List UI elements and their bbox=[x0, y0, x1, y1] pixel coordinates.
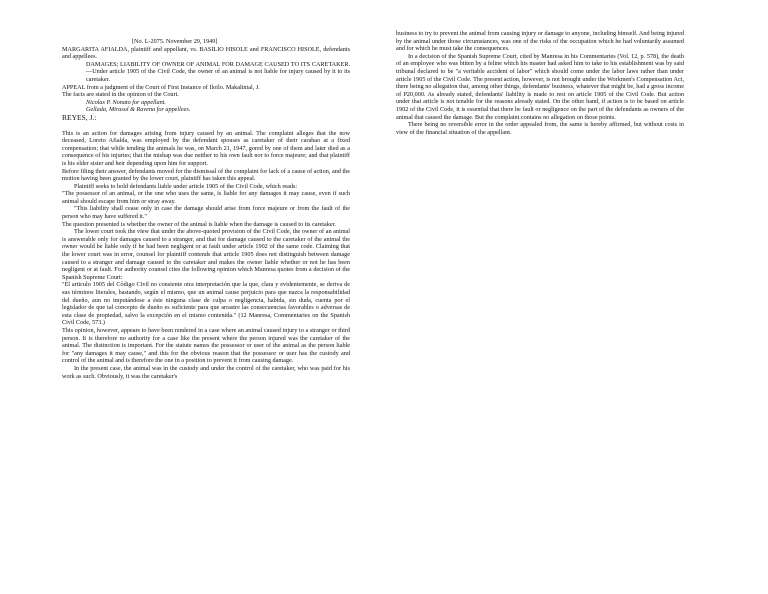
appeal-line: APPEAL from a judgment of the Court of First Instance of Iloilo. Makalintal, J. bbox=[62, 83, 260, 91]
parties-line: MARGARITA AFIALDA, plaintiff and appellant, vs. BASILIO HISOLE and FRANCISCO HISOLE, defendants and appellees. bbox=[62, 45, 350, 61]
paragraph: business to try to prevent the animal from causing injury or damage to anyone, including himself. And being injured by the animal under those circumstances, was one of the risks of the occupation which he had voluntarily assumed and for which he must take the consequences. bbox=[396, 30, 684, 53]
paragraph: Plaintiff seeks to hold defendants liable under article 1905 of the Civil Code, which reads: bbox=[74, 182, 298, 190]
left-column bbox=[62, 38, 350, 380]
paragraph: Before filing their answer, defendants moved for the dismissal of the complaint for lack of a cause of action, and the motion having been granted by the lower court, plaintiff has taken this appeal. bbox=[62, 167, 350, 183]
spanish-quote: "El articulo 1905 del Código Civil no consiente otra interpretación que la que, clara y evidentemente, se deriva de sus términos literales, bastando, según el mismo, que un animal cause perjuicio para que nazca la responsabilidad del dueño, aun no imputándose a éste ninguna clase de culpa o negligencia, habida, sin duda, cuenta por el legislador de que tal concepto de dueño es suficiente para que arrastre las consecuencias favorables o adversas de esta clase de propiedad, salvo la excepción en el mismo contenida." (12 Manresa, Commentaries on the Spanish Civil Code, 573.) bbox=[62, 281, 350, 327]
counsel-appellees: Gellada, Mirasol & Ravena for appellees. bbox=[86, 106, 191, 114]
docket-line: [No. L-2075. November 29, 1949] bbox=[132, 38, 218, 45]
judge-name: REYES, J.: bbox=[62, 112, 97, 122]
counsel-appellant: Nicolas P. Nonato for appellant. bbox=[86, 98, 166, 106]
paragraph: This opinion, however, appears to have been rendered in a case where an animal caused injury to a stranger or third person. It is therefore no authority for a case like the present where the person injured was the caretaker of the animal. The distinction is important. For the statute names the possessor or user of the animal as the person liable for "any damages it may cause," and this for the obvious reason that the possessor or user has the custody and control of the animal and is therefore the one in a position to prevent it from causing damage. bbox=[62, 326, 350, 365]
paragraph: In the present case, the animal was in the custody and under the control of the caretaker, who was paid for his work as such. Obviously, it was the caretaker's bbox=[62, 364, 350, 380]
paragraph: The lower court took the view that under the above-quoted provision of the Civil Code, the owner of an animal is answerable only for damages caused to a stranger, and that for damage caused to the caretaker of the animal the owner would be liable only if he had been negligent or at fault under article 1902 of the same code. Claiming that the lower court was in error, counsel for plaintiff contends that article 1905 does not distinguish between damage caused to a stranger and damage caused to the caretaker and makes the owner liable whether or not he has been negligent or at fault. For authority counsel cites the following opinion which Manresa quotes from a decision of the Spanish Supreme Court: bbox=[62, 228, 350, 281]
paragraph: The question presented is whether the owner of the animal is liable when the damage is caused to its caretaker. bbox=[62, 220, 336, 228]
facts-line: The facts are stated in the opinion of the Court. bbox=[62, 91, 179, 99]
right-column bbox=[396, 30, 684, 136]
paragraph: In a decision of the Spanish Supreme Court, cited by Manresa in his Commentaries (Vol. 12, p. 578), the death of an employee who was bitten by a feline which his master had asked him to take to his establishment was by said tribunal declared to be "a veritable accident of labor" which should come under the labor laws rather than under article 1905 of the Civil Code. The present action, however, is not brought under the Workmen's Compensation Act, there being no allegation that, among other things, defendants' business, whatever that might be, had a gross income of P20,000. As already stated, defendants' liability is made to rest on article 1905 of the Civil Code. But action under that article is not tenable for the reasons already stated. On the other hand, if action is to be based on article 1902 of the Civil Code, it is essential that there be fault or negligence on the part of the defendants as owners of the animal that caused the damage. But the complaint contains no allegation on those points. bbox=[396, 52, 684, 121]
syllabus: DAMAGES; LIABILITY OF OWNER OF ANIMAL FOR DAMAGE CAUSED TO ITS CARETAKER.—Under article 1905 of the Civil Code, the owner of an animal is not liable for injury caused by it to its caretaker. bbox=[86, 60, 350, 83]
paragraph: There being no reversible error in the order appealed from, the same is hereby affirmed, but without costs in view of the financial situation of the appellant. bbox=[396, 121, 684, 136]
paragraph: This is an action for damages arising from injury caused by an animal. The complaint alleges that the now deceased, Loreto Afialda, was employed by the defendant spouses as caretaker of their carabao at a fixed compensation; that while tending the animals he was, on March 21, 1947, gored by one of them and later died as a consequence of his injuries; that the mishap was due neither to his own fault nor to force majeure; and that plaintiff is his elder sister and heir depending upon him for support. bbox=[62, 129, 350, 167]
quote: "The possessor of an animal, or the one who uses the same, is liable for any damages it may cause, even if such animal should escape from him or stray away. bbox=[62, 190, 350, 205]
quote: "This liability shall cease only in case the damage should arise from force majeure or from the fault of the person who may have suffered it." bbox=[62, 205, 350, 221]
